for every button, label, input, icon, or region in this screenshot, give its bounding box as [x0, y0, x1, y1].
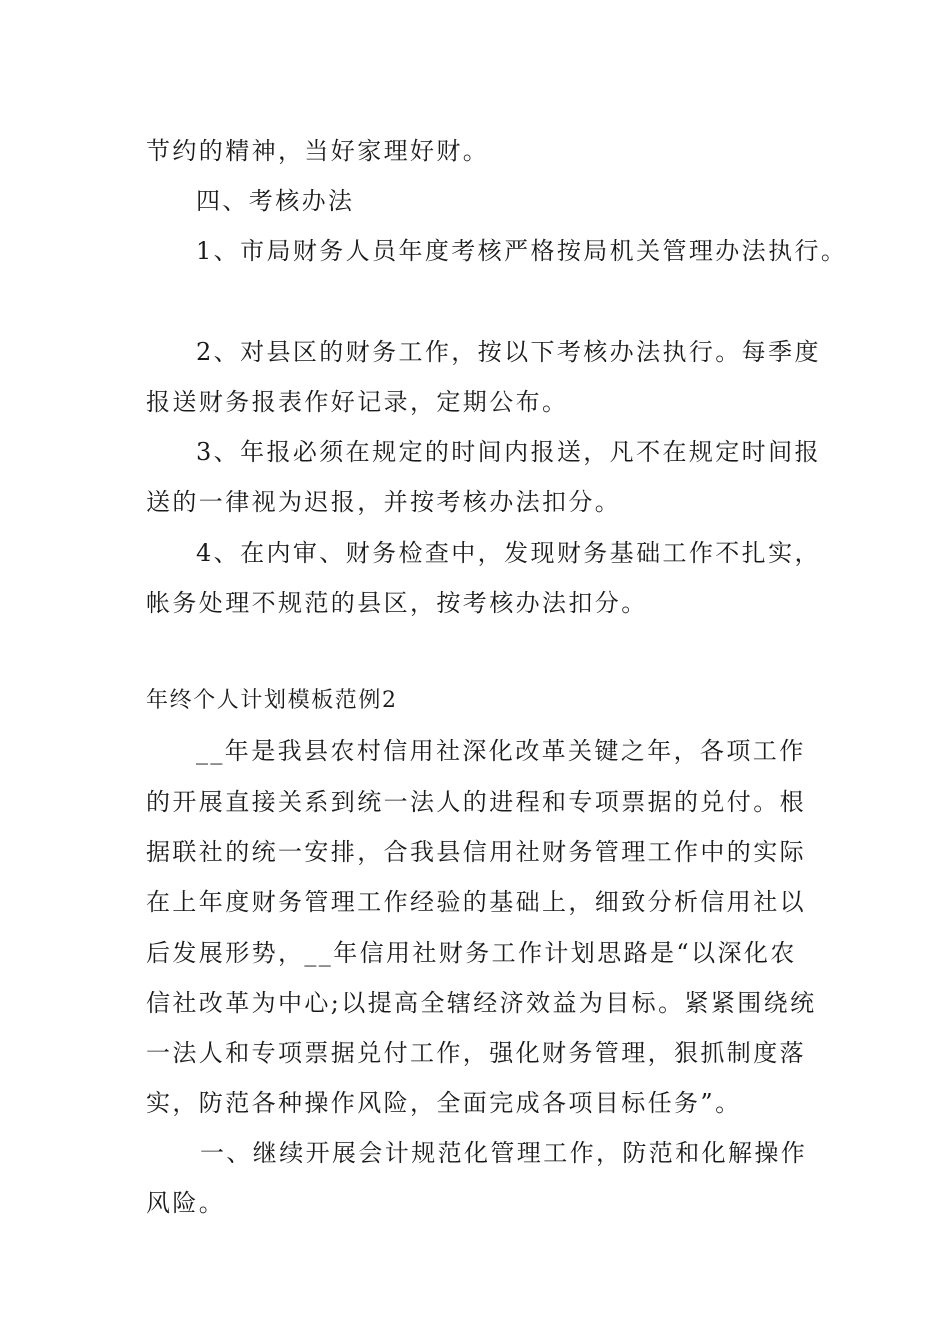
- paragraph-line: 实，防范各种操作风险，全面完成各项目标任务”。: [146, 1089, 742, 1117]
- paragraph-line: 节约的精神，当好家理好财。: [146, 137, 490, 165]
- paragraph-line: 的开展直接关系到统一法人的进程和专项票据的兑付。根: [146, 788, 806, 816]
- section-heading: 四、考核办法: [196, 187, 355, 215]
- paragraph-line: 信社改革为中心;以提高全辖经济效益为目标。紧紧围绕统: [146, 989, 817, 1017]
- paragraph-line: 送的一律视为迟报，并按考核办法扣分。: [146, 488, 622, 516]
- paragraph-line: 一法人和专项票据兑付工作，强化财务管理，狠抓制度落: [146, 1039, 806, 1067]
- paragraph-line: 3、年报必须在规定的时间内报送，凡不在规定时间报: [196, 438, 821, 466]
- paragraph-line: 后发展形势，__年信用社财务工作计划思路是“以深化农: [146, 939, 797, 967]
- document-title: 年终个人计划模板范例2: [146, 688, 398, 713]
- paragraph-line: 帐务处理不规范的县区，按考核办法扣分。: [146, 589, 648, 617]
- paragraph-line: __年是我县农村信用社深化改革关键之年，各项工作: [196, 737, 806, 765]
- paragraph-line: 在上年度财务管理工作经验的基础上，细致分析信用社以: [146, 888, 806, 916]
- paragraph-line: 据联社的统一安排，合我县信用社财务管理工作中的实际: [146, 838, 806, 866]
- paragraph-line: 报送财务报表作好记录，定期公布。: [146, 388, 569, 416]
- paragraph-line: 风险。: [146, 1189, 226, 1217]
- section-heading: 一、继续开展会计规范化管理工作，防范和化解操作: [200, 1139, 808, 1167]
- paragraph-line: 1、市局财务人员年度考核严格按局机关管理办法执行。: [196, 237, 848, 265]
- paragraph-line: 2、对县区的财务工作，按以下考核办法执行。每季度: [196, 338, 821, 366]
- paragraph-line: 4、在内审、财务检查中，发现财务基础工作不扎实，: [196, 539, 821, 567]
